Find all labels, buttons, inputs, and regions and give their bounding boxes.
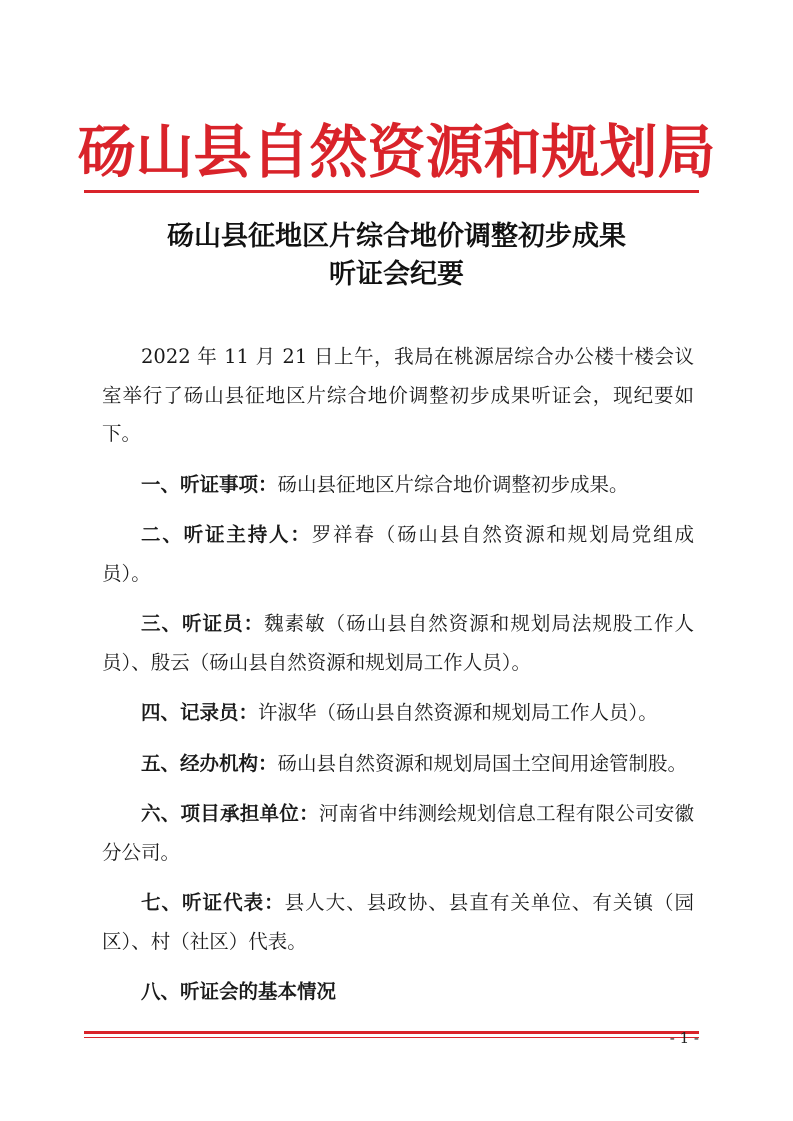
document-title-line2: 听证会纪要 [329, 259, 464, 290]
issuing-org-title: 砀山县自然资源和规划局 [77, 118, 716, 186]
document-title [0, 218, 793, 294]
item-paragraph-6 [102, 795, 694, 872]
item-heading-3: 三、听证员： [141, 612, 265, 635]
item-paragraph-5 [102, 745, 694, 784]
item-heading-2: 二、听证主持人： [141, 523, 312, 546]
item-paragraph-7 [102, 884, 694, 961]
document-title-line1: 砀山县征地区片综合地价调整初步成果 [167, 221, 626, 252]
item-text-7: 县人大、县政协、县直有关单位、有关镇（园区）、村（社区）代表。 [102, 891, 694, 953]
item-paragraph-8 [102, 973, 694, 1012]
intro-paragraph: 2022 年 11 月 21 日上午，我局在桃源居综合办公楼十楼会议室举行了砀山县征地区片综合地价调整初步成果听证会，现纪要如下。 [102, 345, 694, 445]
item-text-1: 砀山县征地区片综合地价调整初步成果。 [277, 472, 629, 496]
item-heading-1: 一、听证事项： [141, 472, 278, 496]
item-text-6: 河南省中纬测绘规划信息工程有限公司安徽分公司。 [102, 802, 694, 864]
item-text-3: 魏素敏（砀山县自然资源和规划局法规股工作人员）、殷云（砀山县自然资源和规划局工作人员）。 [102, 612, 694, 674]
item-heading-8: 八、听证会的基本情况 [141, 980, 337, 1003]
item-paragraph-2 [102, 516, 694, 593]
item-heading-6: 六、项目承担单位： [141, 802, 319, 825]
document-body [102, 338, 694, 1012]
item-heading-7: 七、听证代表： [141, 891, 285, 914]
item-paragraph-3 [102, 605, 694, 682]
page-number: - 1 - [669, 1029, 699, 1047]
footer-red-rule-thick [84, 1031, 699, 1034]
item-heading-4: 四、记录员： [141, 701, 259, 724]
item-paragraph-4 [102, 694, 694, 733]
item-heading-5: 五、经办机构： [141, 751, 278, 775]
item-text-4: 许淑华（砀山县自然资源和规划局工作人员）。 [258, 701, 658, 724]
header-red-rule [84, 190, 699, 193]
footer-red-rule-thin [84, 1037, 699, 1038]
item-text-5: 砀山县自然资源和规划局国土空间用途管制股。 [277, 751, 688, 775]
item-paragraph-1 [102, 466, 694, 505]
item-text-2: 罗祥春（砀山县自然资源和规划局党组成员）。 [102, 523, 694, 585]
